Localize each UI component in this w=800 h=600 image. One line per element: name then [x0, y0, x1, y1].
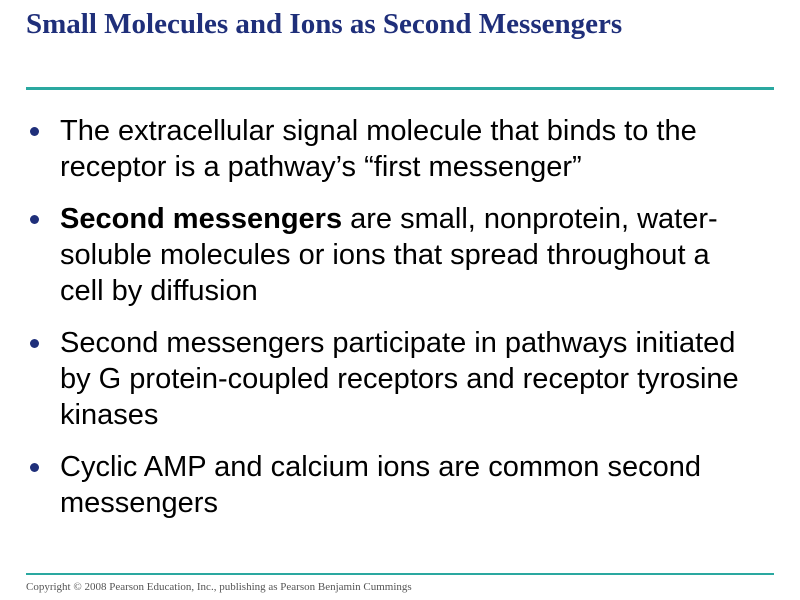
- title-divider: [26, 87, 774, 90]
- bullet-icon: [30, 215, 39, 224]
- bullet-item: [30, 201, 750, 309]
- bullet-item: [30, 113, 750, 185]
- footer-divider: [26, 573, 774, 575]
- bullet-icon: [30, 127, 39, 136]
- bullet-item: [30, 325, 750, 433]
- slide-title: Small Molecules and Ions as Second Messengers: [26, 8, 623, 40]
- bullet-bold-term: Second messengers: [60, 203, 343, 235]
- copyright-footer: Copyright © 2008 Pearson Education, Inc., publishing as Pearson Benjamin Cummings: [26, 581, 412, 593]
- bullet-text: are small, nonprotein, water-soluble molecules or ions that spread throughout a cell by diffusion: [60, 203, 718, 307]
- bullet-text: The extracellular signal molecule that binds to the receptor is a pathway’s “first messenger”: [60, 115, 697, 183]
- bullet-icon: [30, 339, 39, 348]
- bullet-icon: [30, 463, 39, 472]
- bullet-item: [30, 449, 750, 521]
- bullet-text: Second messengers participate in pathways initiated by G protein-coupled receptors and receptor tyrosine kinases: [60, 327, 739, 431]
- bullet-list: [30, 113, 750, 537]
- bullet-text: Cyclic AMP and calcium ions are common second messengers: [60, 451, 701, 519]
